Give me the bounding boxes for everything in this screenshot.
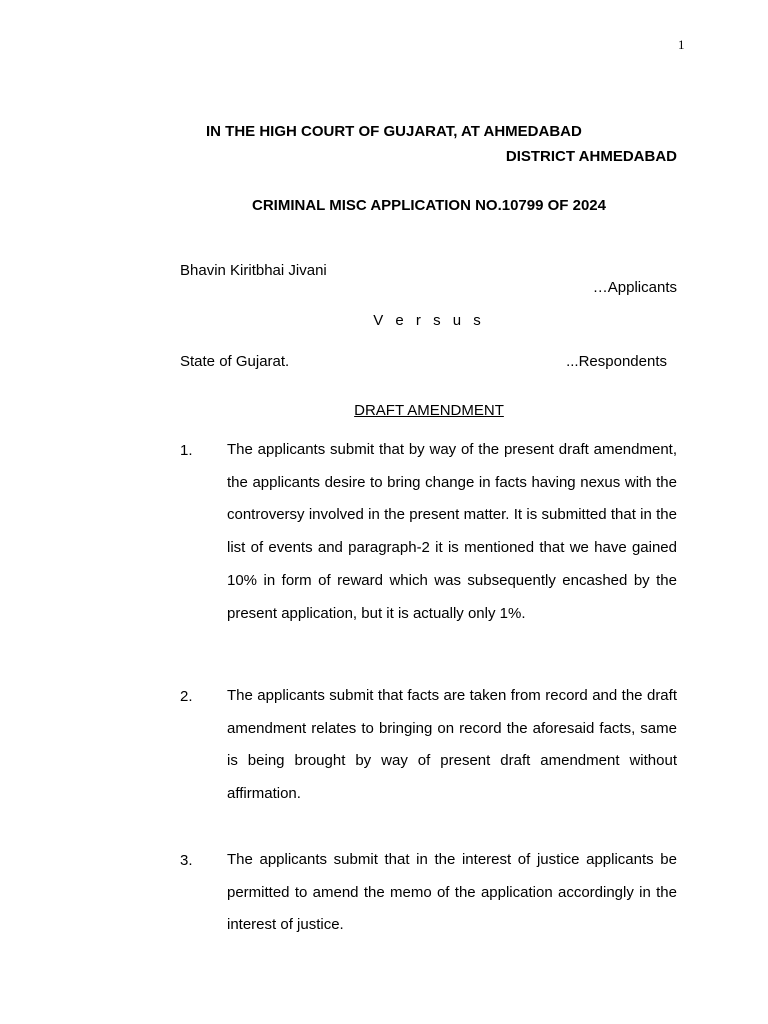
- paragraph-number: 2.: [180, 688, 193, 705]
- paragraph-3: [180, 844, 677, 942]
- paragraph-1: [180, 434, 677, 630]
- paragraph-number: 3.: [180, 852, 193, 869]
- respondent-name: State of Gujarat.: [180, 353, 290, 370]
- respondent-role: ...Respondents: [566, 353, 667, 370]
- paragraph-2: [180, 680, 677, 811]
- paragraph-text: The applicants submit that in the interest of justice applicants be permitted to amend the memo of the application accordingly in the interest of justice.: [227, 851, 677, 934]
- paragraph-number: 1.: [180, 442, 193, 459]
- court-name: IN THE HIGH COURT OF GUJARAT, AT AHMEDABAD: [206, 123, 582, 140]
- applicant-role: …Applicants: [592, 279, 677, 296]
- page-number: 1: [678, 37, 685, 52]
- applicant-name: Bhavin Kiritbhai Jivani: [180, 262, 327, 279]
- court-district: DISTRICT AHMEDABAD: [505, 148, 677, 165]
- section-heading: DRAFT AMENDMENT: [354, 402, 504, 419]
- paragraph-text: The applicants submit that by way of the present draft amendment, the applicants desire to bring change in facts having nexus with the controversy involved in the present matter. It is submitted that in the list of events and paragraph-2 it is mentioned that we have gained 10% in form of reward which was subsequently encashed by the present application, but it is actually only 1%.: [227, 441, 677, 622]
- versus-label: V e r s u s: [373, 312, 485, 329]
- case-title: CRIMINAL MISC APPLICATION NO.10799 OF 2024: [252, 197, 606, 214]
- paragraph-text: The applicants submit that facts are taken from record and the draft amendment relates to bringing on record the aforesaid facts, same is being brought by way of present draft amendment without affirmation.: [227, 687, 677, 803]
